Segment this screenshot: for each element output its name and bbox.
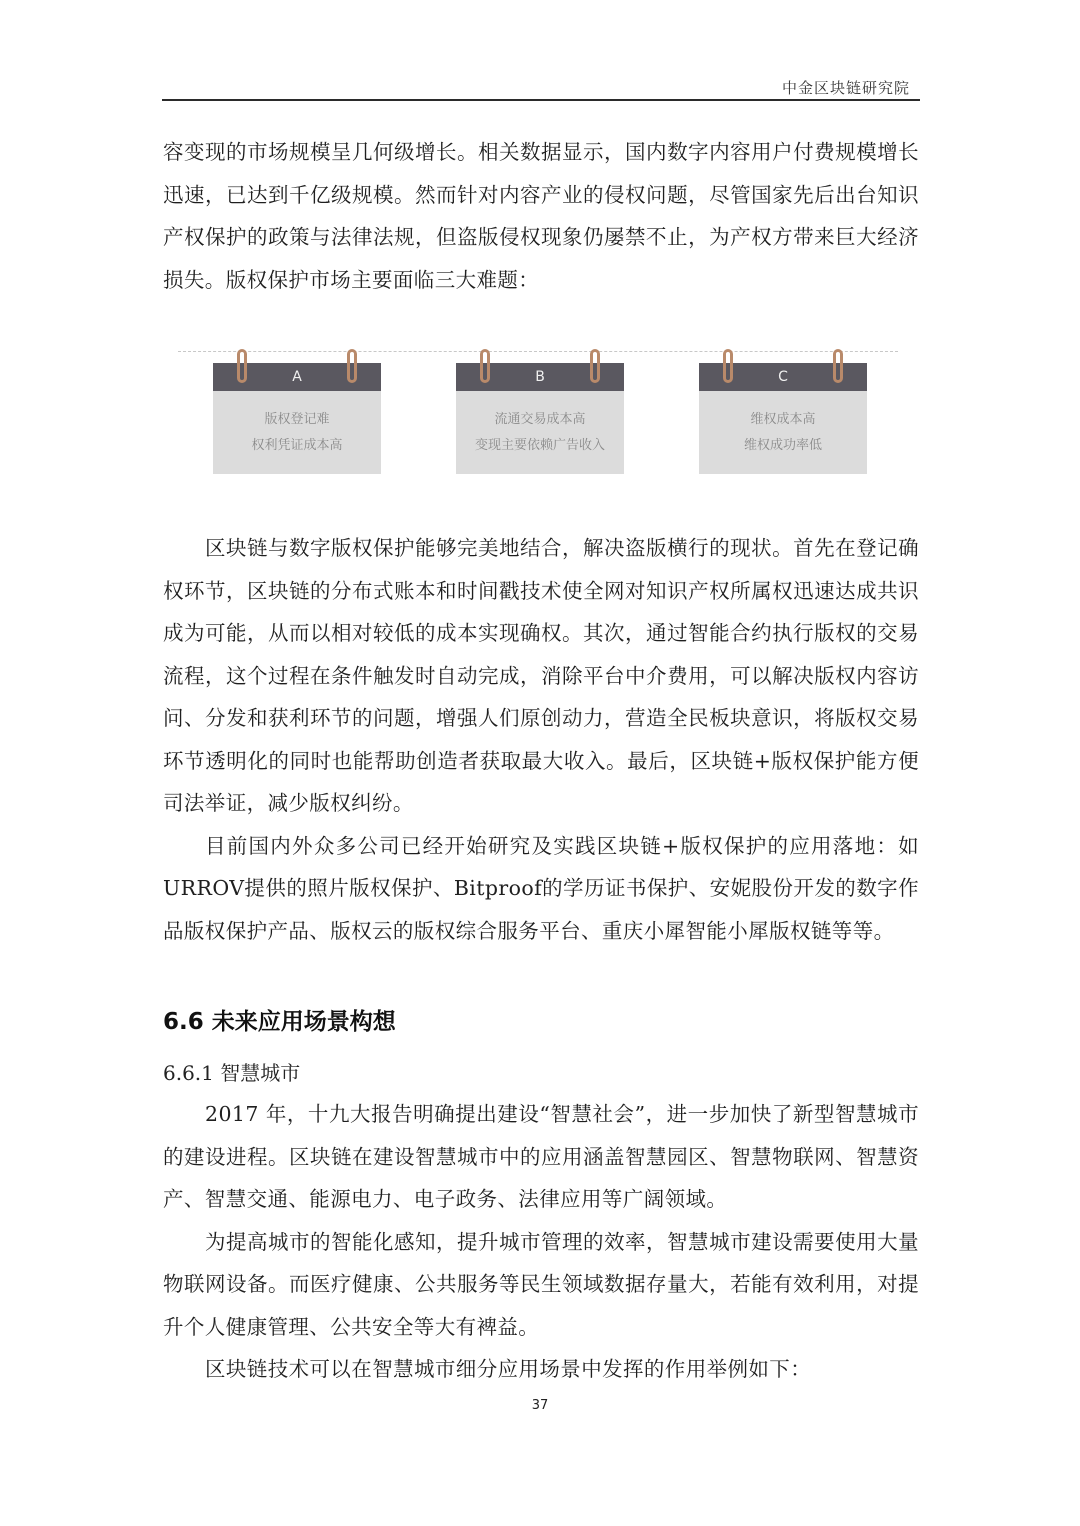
problem-card-c bbox=[699, 363, 867, 474]
card-tab-label: C bbox=[699, 363, 867, 391]
card-line-2: 变现主要依赖广告收入 bbox=[474, 438, 605, 453]
binder-ring-icon bbox=[237, 349, 247, 383]
body-paragraph: 区块链与数字版权保护能够完美地结合，解决盗版横行的现状。首先在登记确权环节，区块链的分布式账本和时间戳技术使全网对知识产权所属权迅速达成共识成为可能，从而以相对较低的成本实现确权。其次，通过智能合约执行版权的交易流程，这个过程在条件触发时自动完成，消除平台中介费用，可以解决版权内容访问、分发和获利环节的问题，增强人们原创动力，营造全民板块意识，将版权交易环节透明化的同时也能帮助创造者获取最大收入。最后，区块链+版权保护能方便司法举证，减少版权纠纷。 bbox=[163, 536, 919, 815]
binder-ring-icon bbox=[480, 349, 490, 383]
section-heading: 6.6 未来应用场景构想 bbox=[163, 1009, 396, 1035]
subsection-heading: 6.6.1 智慧城市 bbox=[163, 1061, 301, 1085]
body-paragraph: 目前国内外众多公司已经开始研究及实践区块链+版权保护的应用落地：如URROV提供的照片版权保护、Bitproof的学历证书保护、安妮股份开发的数字作品版权保护产品、版权云的版权综合服务平台、重庆小犀智能小犀版权链等等。 bbox=[163, 833, 919, 943]
binder-ring-icon bbox=[833, 349, 843, 383]
card-body bbox=[699, 391, 867, 474]
card-line-1: 版权登记难 bbox=[264, 412, 330, 427]
page-number: 37 bbox=[531, 1398, 549, 1413]
card-line-2: 权利凭证成本高 bbox=[251, 438, 343, 453]
card-line-1: 维权成本高 bbox=[750, 412, 816, 427]
copyright-problems-diagram bbox=[178, 346, 898, 486]
card-line-2: 维权成功率低 bbox=[743, 438, 822, 453]
binder-ring-icon bbox=[590, 349, 600, 383]
intro-paragraph: 容变现的市场规模呈几何级增长。相关数据显示，国内数字内容用户付费规模增长迅速，已达到千亿级规模。然而针对内容产业的侵权问题，尽管国家先后出台知识产权保护的政策与法律法规，但盗版侵权现象仍屡禁不止，为产权方带来巨大经济损失。版权保护市场主要面临三大难题： bbox=[163, 140, 919, 292]
intro-block bbox=[163, 131, 919, 301]
smart-city-block bbox=[163, 1093, 919, 1391]
card-tab-label: B bbox=[456, 363, 624, 391]
body-paragraph: 为提高城市的智能化感知，提升城市管理的效率，智慧城市建设需要使用大量物联网设备。而医疗健康、公共服务等民生领域数据存量大，若能有效利用，对提升个人健康管理、公共安全等大有裨益。 bbox=[163, 1229, 919, 1339]
blockchain-copyright-block bbox=[163, 527, 919, 952]
body-paragraph: 2017 年，十九大报告明确提出建设“智慧社会”，进一步加快了新型智慧城市的建设进程。区块链在建设智慧城市中的应用涵盖智慧园区、智慧物联网、智慧资产、智慧交通、能源电力、电子政务、法律应用等广阔领域。 bbox=[163, 1102, 919, 1211]
header-organization: 中金区块链研究院 bbox=[781, 79, 910, 97]
body-paragraph: 区块链技术可以在智慧城市细分应用场景中发挥的作用举例如下： bbox=[205, 1357, 812, 1381]
problem-card-a bbox=[213, 363, 381, 474]
card-body bbox=[213, 391, 381, 474]
card-body bbox=[456, 391, 624, 474]
header-divider bbox=[162, 99, 920, 101]
problem-card-b bbox=[456, 363, 624, 474]
diagram-dashed-line bbox=[178, 351, 898, 352]
binder-ring-icon bbox=[347, 349, 357, 383]
card-line-1: 流通交易成本高 bbox=[494, 412, 586, 427]
card-tab-label: A bbox=[213, 363, 381, 391]
binder-ring-icon bbox=[723, 349, 733, 383]
